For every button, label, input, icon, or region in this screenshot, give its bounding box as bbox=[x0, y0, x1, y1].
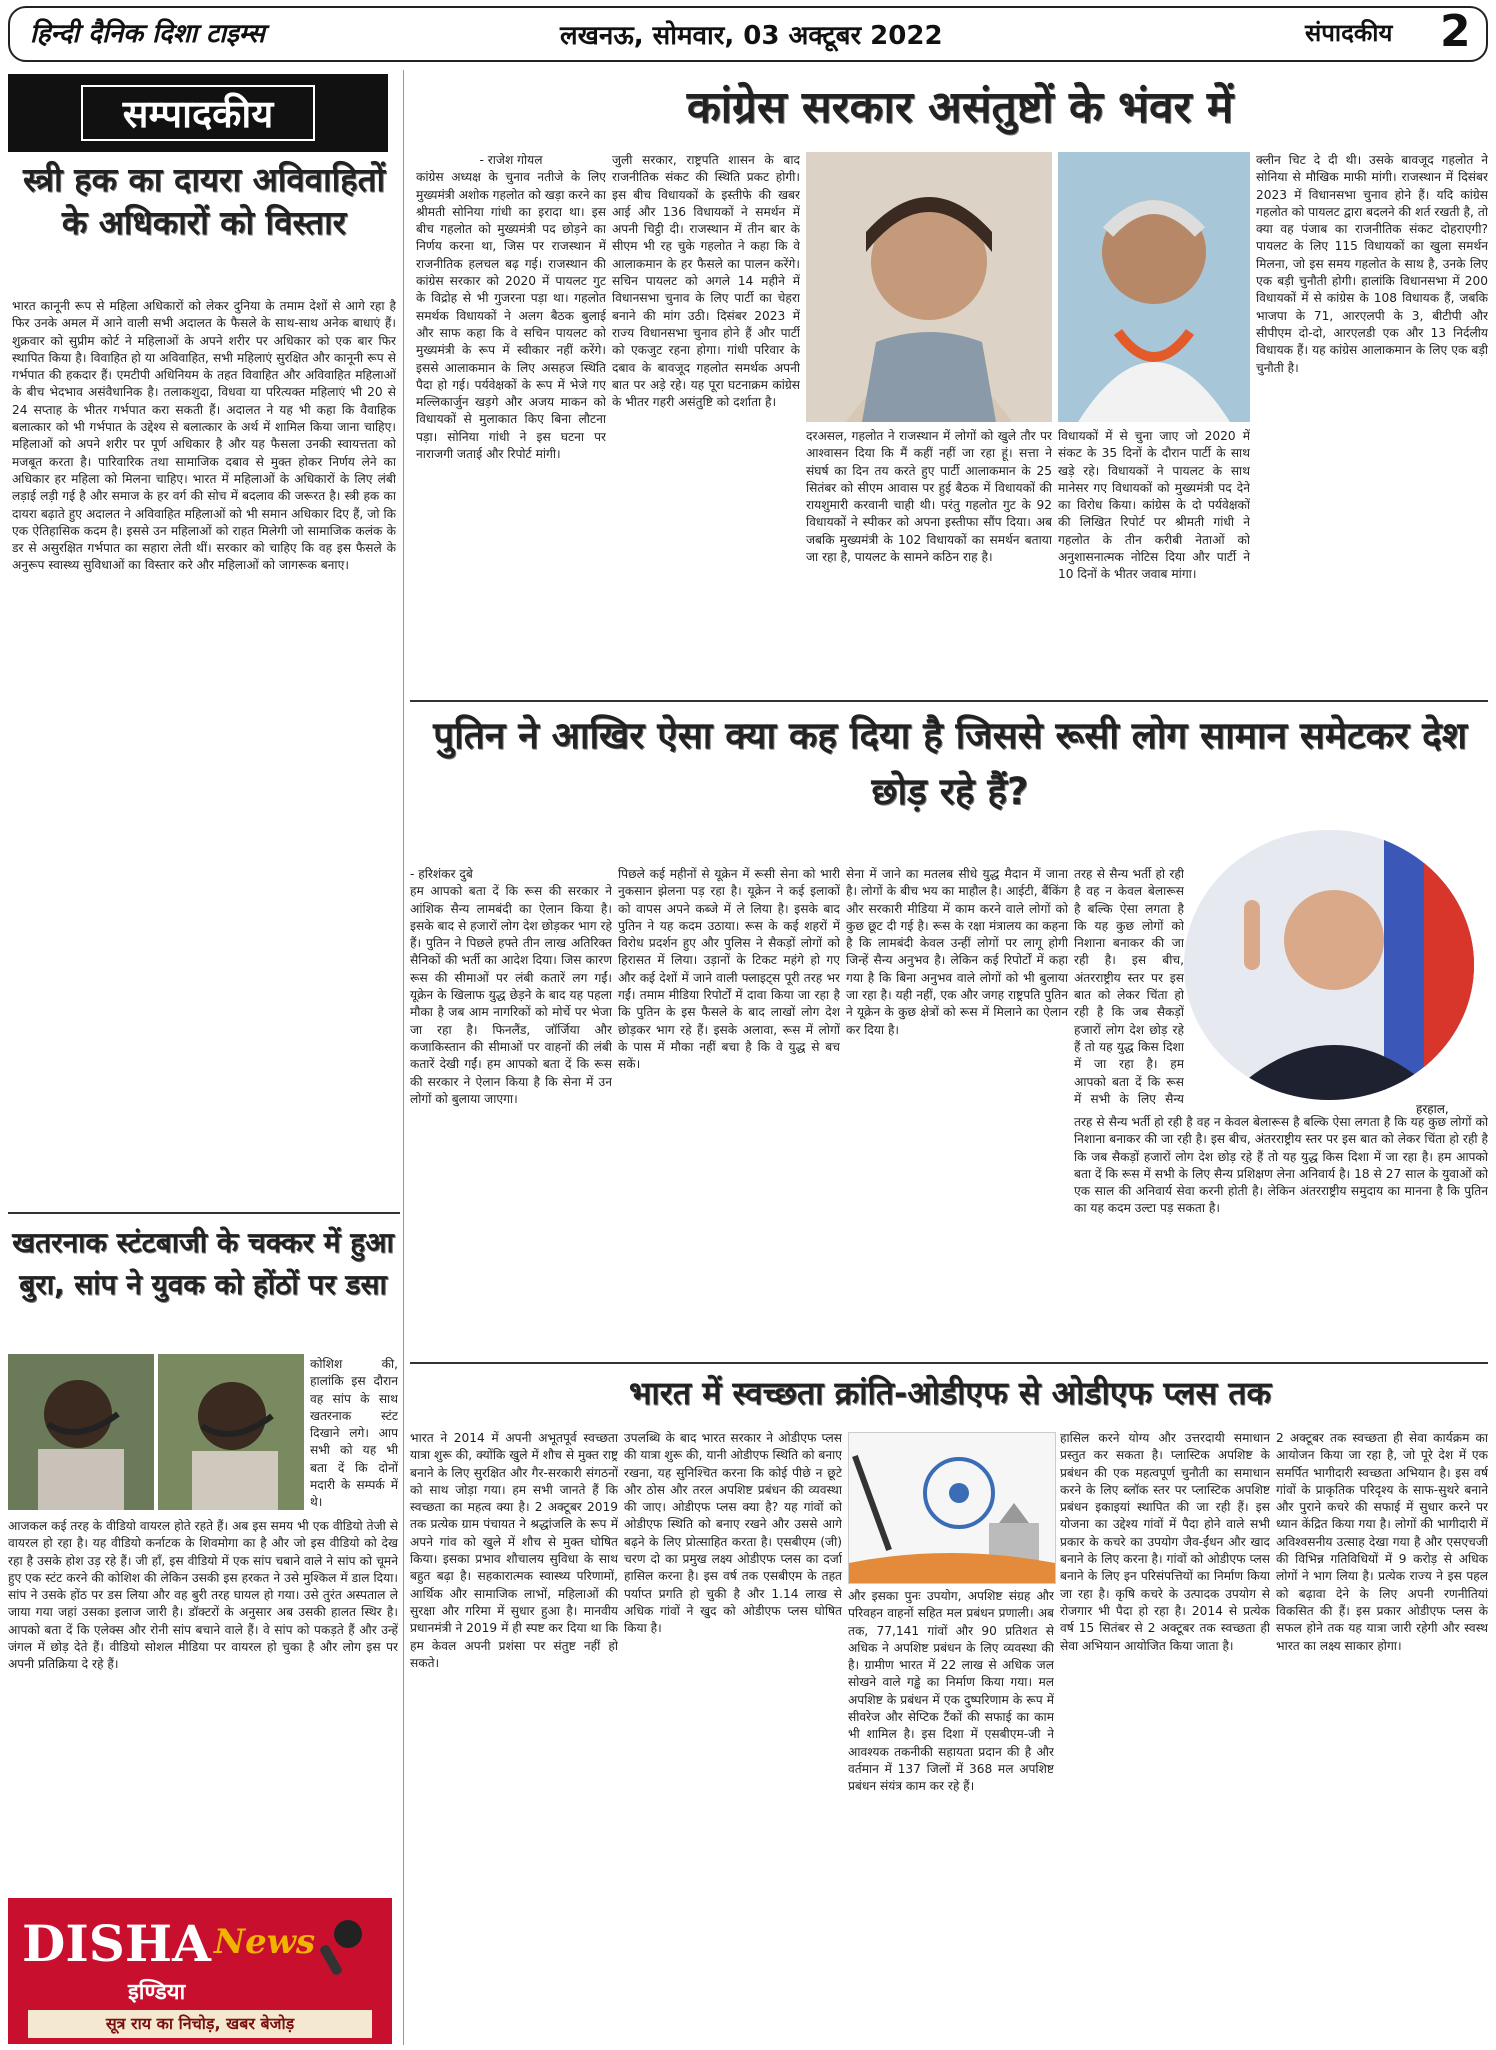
swachhata-col-2: उपलब्धि के बाद भारत सरकार ने ओडीएफ प्लस की यात्रा शुरू की, यानी ओडीएफ स्थिति को बनाए रखना, यह सुनिश्चित करना कि कोई पीछे न छूटे और ठोस और तरल अपशिष्ट प्रबंधन की व्यवस्था की जाए। ओडीएफ प्लस क्या है? यह गांवों को ओडीएफ स्थिति को बनाए रखने और उससे आगे बढ़ने के लिए प्रोत्साहित करता है। एसबीएम (जी) चरण दो का प्रमुख लक्ष्य ओडीएफ प्लस का दर्जा हासिल करना है। इस वर्ष तक एसबीएम के तहत पर्याप्त प्रगति हो चुकी है और 1.14 लाख से अधिक गांवों ने खुद को ओडीएफ प्लस घोषित किया है। bbox=[624, 1431, 842, 1636]
swachhata-col-3: और इसका पुनः उपयोग, अपशिष्ट संग्रह और परिवहन वाहनों सहित मल प्रबंधन प्रणाली। अब तक, 77,141 गांवों और 90 प्रतिशत से अधिक ने अपशिष्ट प्रबंधन के लिए व्यवस्था की है। ग्रामीण भारत में 22 लाख से अधिक जल सोखने वाले गड्ढे का निर्माण किया गया। मल अपशिष्ट के प्रबंधन में एक दुष्परिणाम के रूप में सीवरेज और सेप्टिक टैंकों की सफाई का काम भी शामिल है। इस दिशा में एसबीएम-जी ने आवश्यक तकनीकी सहायता प्रदान की है और वर्तमान में 137 जिलों में 368 मल अपशिष्ट प्रबंधन संयंत्र काम कर रहे हैं। bbox=[848, 1589, 1054, 1794]
putin-photo bbox=[1184, 830, 1474, 1100]
congress-byline: - राजेश गोयल bbox=[479, 153, 543, 167]
putin-photo-caption: हरहाल, bbox=[1416, 1102, 1449, 1116]
stunt-side-text: कोशिश की, हालांकि इस दौरान वह सांप के साथ खतरनाक स्टंट दिखाने लगे। आप सभी को यह भी बता दें कि दोनों मदारी के सम्पर्क में थे। bbox=[310, 1357, 398, 1510]
disha-news-ad bbox=[8, 1898, 392, 2044]
putin-headline: पुतिन ने आखिर ऐसा क्या कह दिया है जिससे रूसी लोग सामान समेटकर देश छोड़ रहे हैं? bbox=[433, 714, 1467, 813]
congress-headline: कांग्रेस सरकार असंतुष्टों के भंवर में bbox=[686, 82, 1234, 133]
editorial-banner bbox=[8, 74, 388, 152]
page-number: 2 bbox=[1440, 6, 1471, 57]
swachhata-col-5: 2 अक्टूबर तक स्वच्छता ही सेवा कार्यक्रम का आयोजन किया जा रहा है, जो पूरे देश में एक समर्पित भागीदारी स्वच्छता अभियान है। इस वर्ष गांवों के प्राकृतिक परिदृश्य के साफ-सुथरे बनाने और पुराने कचरे की सफाई में सुधार करने पर ध्यान केंद्रित किया गया है। लोगों की भागीदारी में अविश्वसनीय उत्साह देखा गया है और एसएचजी की विभिन्न गतिविधियों में 9 करोड़ से अधिक लोगों ने भाग लिया है। प्रत्येक राज्य ने इस पहल को बढ़ावा देने के लिए अपनी रणनीतियां विकसित की हैं। इस प्रकार ओडीएफ प्लस के सफल होने तक यह यात्रा जारी रहेगी और स्वस्थ भारत का लक्ष्य साकार होगा। bbox=[1276, 1431, 1488, 1653]
divider bbox=[410, 1362, 1488, 1364]
swachhata-col-4: हासिल करने योग्य और उत्तरदायी समाधान प्रस्तुत कर सकता है। प्लास्टिक अपशिष्ट के प्रबंधन की एक महत्वपूर्ण चुनौती का समाधान करने के लिए ब्लॉक स्तर पर प्लास्टिक अपशिष्ट प्रबंधन इकाइयां स्थापित की जा रही हैं। इस योजना का उद्देश्य गांवों में पैदा होने वाले सभी प्रकार के कचरे का उपयोग जैव-ईंधन और खाद बनाने के लिए करना है। गांवों को ओडीएफ प्लस बनाने के लिए इन परिसंपत्तियों का निर्माण किया जा रहा है। कृषि कचरे के उत्पादक उपयोग से रोजगार भी पैदा हो रहा है। 2014 से प्रत्येक वर्ष 15 सितंबर से 2 अक्टूबर तक स्वच्छता ही सेवा अभियान आयोजित किया जाता है। bbox=[1060, 1431, 1270, 1653]
ad-tagline: सूत्र राय का निचोड़, खबर बेजोड़ bbox=[28, 2010, 372, 2038]
stunt-photo-right bbox=[158, 1354, 304, 1510]
putin-col-4b: तरह से सैन्य भर्ती हो रही है वह न केवल बेलारूस है बल्कि ऐसा लगता है कि यह कुछ लोगों को निशाना बनाकर की जा रही है। इस बीच, अंतरराष्ट्रीय स्तर पर इस बात को लेकर चिंता हो रही है कि जब सैकड़ों हजारों लोग देश छोड़ रहे हैं तो यह युद्ध किस दिशा में जा रहा है। हम आपको बता दें कि रूस में सभी के लिए सैन्य प्रशिक्षण लेना अनिवार्य है। 18 से 27 साल के युवाओं को एक साल की अनिवार्य सेवा करनी होती है। लेकिन अंतरराष्ट्रीय समुदाय का मानना है कि पुतिन का यह कदम उल्टा पड़ सकता है। bbox=[1074, 1115, 1488, 1216]
stunt-body: आजकल कई तरह के वीडियो वायरल होते रहते हैं। अब इस समय भी एक वीडियो तेजी से वायरल हो रहा है। यह वीडियो कर्नाटक के शिवमोगा का है और जो इस वीडियो को देख रहा है उसके होश उड़ रहे हैं। जी हाँ, इस वीडियो में एक सांप चबाने वाले ने सांप को चूमने हुए एक स्टंट करने की कोशिश की लेकिन उसकी इस हरकत ने उसे मुश्किल में डाल दिया। सांप ने उसके होंठ पर डस लिया और वह बुरी तरह घायल हो गया। उसे तुरंत अस्पताल ले जाया गया जहां उसका इलाज जारी है। डॉक्टरों के अनुसार अब उसकी हालत स्थिर है। आपको बता दें कि एलेक्स और रोनी सांप बचाने वाले हैं। वे सांप को पकड़ते हैं और उन्हें जंगल में छोड़ देते हैं। वीडियो सोशल मीडिया पर वायरल हो चुका है और लोग इस पर अपनी प्रतिक्रिया दे रहे हैं। bbox=[8, 1519, 398, 1672]
congress-col-4: विधायकों में से चुना जाए जो 2020 में संकट के 35 दिनों के दौरान पार्टी के साथ खड़े रहे। विधायकों ने पायलट के साथ मानेसर गए विधायकों को मुख्यमंत्री पद देने का विरोध किया। कांग्रेस के दो पर्यवेक्षकों की लिखित रिपोर्ट पर श्रीमती गांधी ने गहलोत के तीन करीबी नेताओं को अनुशासनात्मक नोटिस दिया और पार्टी ने 10 दिनों के भीतर जवाब मांगा। bbox=[1058, 429, 1250, 582]
column-divider bbox=[403, 70, 404, 2045]
ad-brand-sub: इण्डिया bbox=[128, 1980, 186, 2005]
swachhata-headline: भारत में स्वच्छता क्रांति-ओडीएफ से ओडीएफ प्लस तक bbox=[628, 1374, 1272, 1412]
dateline: लखनऊ, सोमवार, 03 अक्टूबर 2022 bbox=[560, 21, 943, 51]
divider bbox=[410, 700, 1488, 702]
divider bbox=[8, 1212, 400, 1214]
putin-col-4a: तरह से सैन्य भर्ती हो रही है वह न केवल बेलारूस है बल्कि ऐसा लगता है कि यह कुछ लोगों को निशाना बनाकर की जा रही है। इस बीच, अंतरराष्ट्रीय स्तर पर इस बात को लेकर चिंता हो रही है कि जब सैकड़ों हजारों लोग देश छोड़ रहे हैं तो यह युद्ध किस दिशा में जा रहा है। हम आपको बता दें कि रूस में सभी के लिए सैन्य bbox=[1074, 867, 1184, 1106]
ad-brand-right: News bbox=[214, 1922, 316, 1962]
putin-col-2: पिछले कई महीनों से यूक्रेन में रूसी सेना को भारी नुकसान झेलना पड़ रहा है। यूक्रेन ने कई इलाकों को वापस अपने कब्जे में ले लिया है। इसके बाद पुतिन ने यह कदम उठाया। रूस के कई शहरों में विरोध प्रदर्शन हुए और पुलिस ने सैकड़ों लोगों को हिरासत में लिया। उड़ानों के टिकट महंगे हो गए और कई देशों में जाने वाली फ्लाइट्स पूरी तरह भर गईं। तमाम मीडिया रिपोर्टों में दावा किया जा रहा है कि पुतिन के इस फैसले के बाद लाखों लोग देश छोड़कर भाग रहे हैं। इसके अलावा, रूस में लोगों के पास में मौका नहीं बचा है कि वे युद्ध से बच सकें। bbox=[618, 867, 840, 1072]
swachh-bharat-logo-graphic bbox=[848, 1432, 1056, 1584]
putin-col-1: - हरिशंकर दुबे हम आपको बता दें कि रूस की सरकार ने आंशिक सैन्य लामबंदी का ऐलान किया है। इसके बाद से हजारों लोग देश छोड़कर भाग रहे हैं। पुतिन ने पिछले हफ्ते तीन लाख अतिरिक्त सैनिकों की भर्ती का आदेश दिया। जिस कारण रूस की सीमाओं पर लंबी कतारें लग गईं। यूक्रेन के खिलाफ युद्ध छेड़ने के बाद यह पहला मौका है जब आम नागरिकों को मोर्चे पर भेजा जा रहा है। फिनलैंड, जॉर्जिया और कजाकिस्तान की सीमाओं पर वाहनों की लंबी कतारें देखी गईं। हम आपको बता दें कि रूस की सरकार ने ऐलान किया है कि सेना में उन लोगों को बुलाया जाएगा। bbox=[410, 867, 612, 1106]
section-name: संपादकीय bbox=[1305, 19, 1393, 47]
stunt-headline: खतरनाक स्टंटबाजी के चक्कर में हुआ बुरा, सांप ने युवक को होंठों पर डसा bbox=[12, 1226, 394, 1301]
congress-col-5: क्लीन चिट दे दी थी। उसके बावजूद गहलोत ने सोनिया से मौखिक माफी मांगी। राजस्थान में दिसंबर 2023 में विधानसभा चुनाव होने हैं। यदि कांग्रेस गहलोत को पायलट द्वारा बदलने की शर्त रखती है, तो क्या वह पंजाब का राजनीतिक संकट दोहराएगी? पायलट के लिए 115 विधायकों का खुला समर्थन मिलना, जो इस समय गहलोत के साथ है, उनके लिए एक बड़ी चुनौती होगी। हालांकि विधानसभा में 200 विधायकों में से कांग्रेस के 108 विधायक हैं, जबकि भाजपा के 71, आरएलपी के 3, बीटीपी और सीपीएम दो-दो, आरएलडी एक और 13 निर्दलीय विधायक हैं। यह कांग्रेस आलाकमान के लिए एक बड़ी चुनौती है। bbox=[1256, 153, 1488, 375]
congress-col-2: जुली सरकार, राष्ट्रपति शासन के बाद राजनीतिक संकट की स्थिति प्रकट होगी। इस बीच विधायकों के इस्तीफे की खबर आई और 136 विधायकों ने समर्थन में अपनी चिट्ठी दी। राजस्थान में तीन बार के सीएम भी रह चुके गहलोत ने कहा कि वे आलाकमान के हर फैसले का पालन करेंगे। सचिन पायलट को अगले 14 महीने में विधानसभा चुनाव के लिए पार्टी का चेहरा बनाने की मांग उठी। दिसंबर 2023 में राज्य विधानसभा चुनाव होने हैं और पार्टी को एकजुट रहना होगा। गांधी परिवार के दबाव के बावजूद गहलोत समर्थक अपनी बात पर अड़े रहे। यह पूरा घटनाक्रम कांग्रेस के भीतर गहरी असंतुष्टि को दर्शाता है। bbox=[612, 153, 800, 410]
ad-brand-left: DISHA bbox=[22, 1914, 211, 1973]
women-rights-body: भारत कानूनी रूप से महिला अधिकारों को लेकर दुनिया के तमाम देशों से आगे रहा है फिर उनके अमल में आने वाली सभी अदालत के फैसले के साथ-साथ अनेक बाधाएं हैं। शुक्रवार को सुप्रीम कोर्ट ने महिलाओं के अपने शरीर पर अधिकार को एक बार फिर स्थापित किया है। विवाहित हो या अविवाहित, सभी महिलाएं सुरक्षित और कानूनी रूप से गर्भपात की हकदार हैं। एमटीपी अधिनियम के तहत विवाहित और अविवाहित महिलाओं के बीच भेदभाव असंवैधानिक है। तलाकशुदा, विधवा या परित्यक्त महिलाएं भी 20 से 24 सप्ताह के भीतर गर्भपात करा सकती हैं। अदालत ने यह भी कहा कि वैवाहिक बलात्कार को भी गर्भपात के उद्देश्य से बलात्कार के अर्थ में शामिल किया जाना चाहिए। महिलाओं को अपने शरीर पर पूर्ण अधिकार है और यह फैसला उनकी स्वायत्तता को मजबूत करता है। पारिवारिक तथा सामाजिक दबाव से मुक्त होकर निर्णय लेने का अधिकार हर महिला को मिलना चाहिए। भारत में महिलाओं के अधिकारों के लिए लंबी लड़ाई लड़ी गई है और समाज के हर वर्ग की सोच में बदलाव की जरूरत है। स्त्री हक का दायरा बढ़ाते हुए अदालत ने अविवाहित महिलाओं को भी समान अधिकार दिए हैं, जो कि एक ऐतिहासिक कदम है। इससे उन महिलाओं को राहत मिलेगी जो सामाजिक कलंक के डर से असुरक्षित गर्भपात का सहारा लेती थीं। सरकार को चाहिए कि वह इस फैसले के अनुरूप स्वास्थ्य सुविधाओं का विस्तार करे और महिलाओं को जागरूक बनाए। bbox=[12, 299, 396, 573]
putin-col-3: सेना में जाने का मतलब सीधे युद्ध मैदान में जाना है। लोगों के बीच भय का माहौल है। आईटी, बैंकिंग और सरकारी मीडिया में काम करने वाले लोगों को कुछ छूट दी गई है। रूस के रक्षा मंत्रालय का कहना है कि लामबंदी केवल उन्हीं लोगों पर लागू होगी जिन्हें सैन्य अनुभव है। लेकिन कई रिपोर्टों में कहा गया है कि बिना अनुभव वाले लोगों को भी बुलाया जा रहा है। यही नहीं, एक और जगह राष्ट्रपति पुतिन ने यूक्रेन के कुछ क्षेत्रों को रूस में मिलाने का ऐलान कर दिया है। bbox=[846, 867, 1068, 1037]
editorial-label: सम्पादकीय bbox=[81, 85, 315, 141]
microphone-icon bbox=[308, 1916, 372, 1984]
congress-col-1: - राजेश गोयल कांग्रेस अध्यक्ष के चुनाव नतीजे के लिए मुख्यमंत्री अशोक गहलोत को खड़ा करने का श्रीमती सोनिया गांधी का इरादा था। इस बीच गहलोत को मुख्यमंत्री पद छोड़ने का निर्णय करना था, जिस पर राजस्थान में राजनीतिक हलचल बढ़ गई। राजस्थान की कांग्रेस सरकार को 2020 में पायलट गुट के विद्रोह से भी गुजरना पड़ा था। गहलोत समर्थक विधायकों ने अलग बैठक बुलाई और साफ कहा कि वे सचिन पायलट को मुख्यमंत्री के रूप में स्वीकार नहीं करेंगे। इससे आलाकमान के लिए असहज स्थिति पैदा हो गई। पर्यवेक्षकों के रूप में भेजे गए मल्लिकार्जुन खड़गे और अजय माकन को विधायकों से मुलाकात किए बिना लौटना पड़ा। सोनिया गांधी ने इस घटना पर नाराजगी जताई और रिपोर्ट मांगी। bbox=[416, 153, 606, 462]
paper-name: हिन्दी दैनिक दिशा टाइम्स bbox=[30, 19, 265, 49]
swachhata-col-1: भारत ने 2014 में अपनी अभूतपूर्व स्वच्छता यात्रा शुरू की, क्योंकि खुले में शौच से मुक्त राष्ट्र बनाने के लिए सुरक्षित और गैर-सरकारी संगठनों को साथ जोड़ा गया। हम सभी जानते हैं कि स्वच्छता का महत्व क्या है। 2 अक्टूबर 2019 तक प्रत्येक ग्राम पंचायत ने श्रद्धांजलि के रूप में अपने गांव को खुले में शौच से मुक्त घोषित किया। इसका प्रभाव शौचालय सुविधा के साथ बहुत बढ़ा है। सहकारात्मक स्वास्थ्य परिणामों, आर्थिक और सामाजिक लाभों, महिलाओं की सुरक्षा और गरिमा में सुधार हुआ है। मानवीय प्रधानमंत्री ने 2019 में ही स्पष्ट कर दिया था कि हम केवल अपनी प्रशंसा पर संतुष्ट नहीं हो सकते। bbox=[410, 1431, 618, 1670]
stunt-photo-left bbox=[8, 1354, 154, 1510]
congress-col-3: दरअसल, गहलोत ने राजस्थान में लोगों को खुले तौर पर आश्वासन दिया कि मैं कहीं नहीं जा रहा हूं। सत्ता ने संघर्ष का दिन तय करते हुए पार्टी आलाकमान के 25 सितंबर को सीएम आवास पर हुई बैठक में विधायकों की रायशुमारी करवानी चाही थी। परंतु गहलोत गुट के 92 विधायकों ने स्पीकर को अपना इस्तीफा सौंप दिया। अब जबकि मुख्यमंत्री के 102 विधायकों का समर्थन बताया जा रहा है, पायलट के सामने कठिन राह है। bbox=[806, 429, 1052, 565]
sonia-gandhi-photo bbox=[806, 152, 1052, 422]
ashok-gehlot-photo bbox=[1058, 152, 1250, 422]
women-rights-headline: स्त्री हक का दायरा अविवाहितों के अधिकारों को विस्तार bbox=[23, 160, 385, 242]
